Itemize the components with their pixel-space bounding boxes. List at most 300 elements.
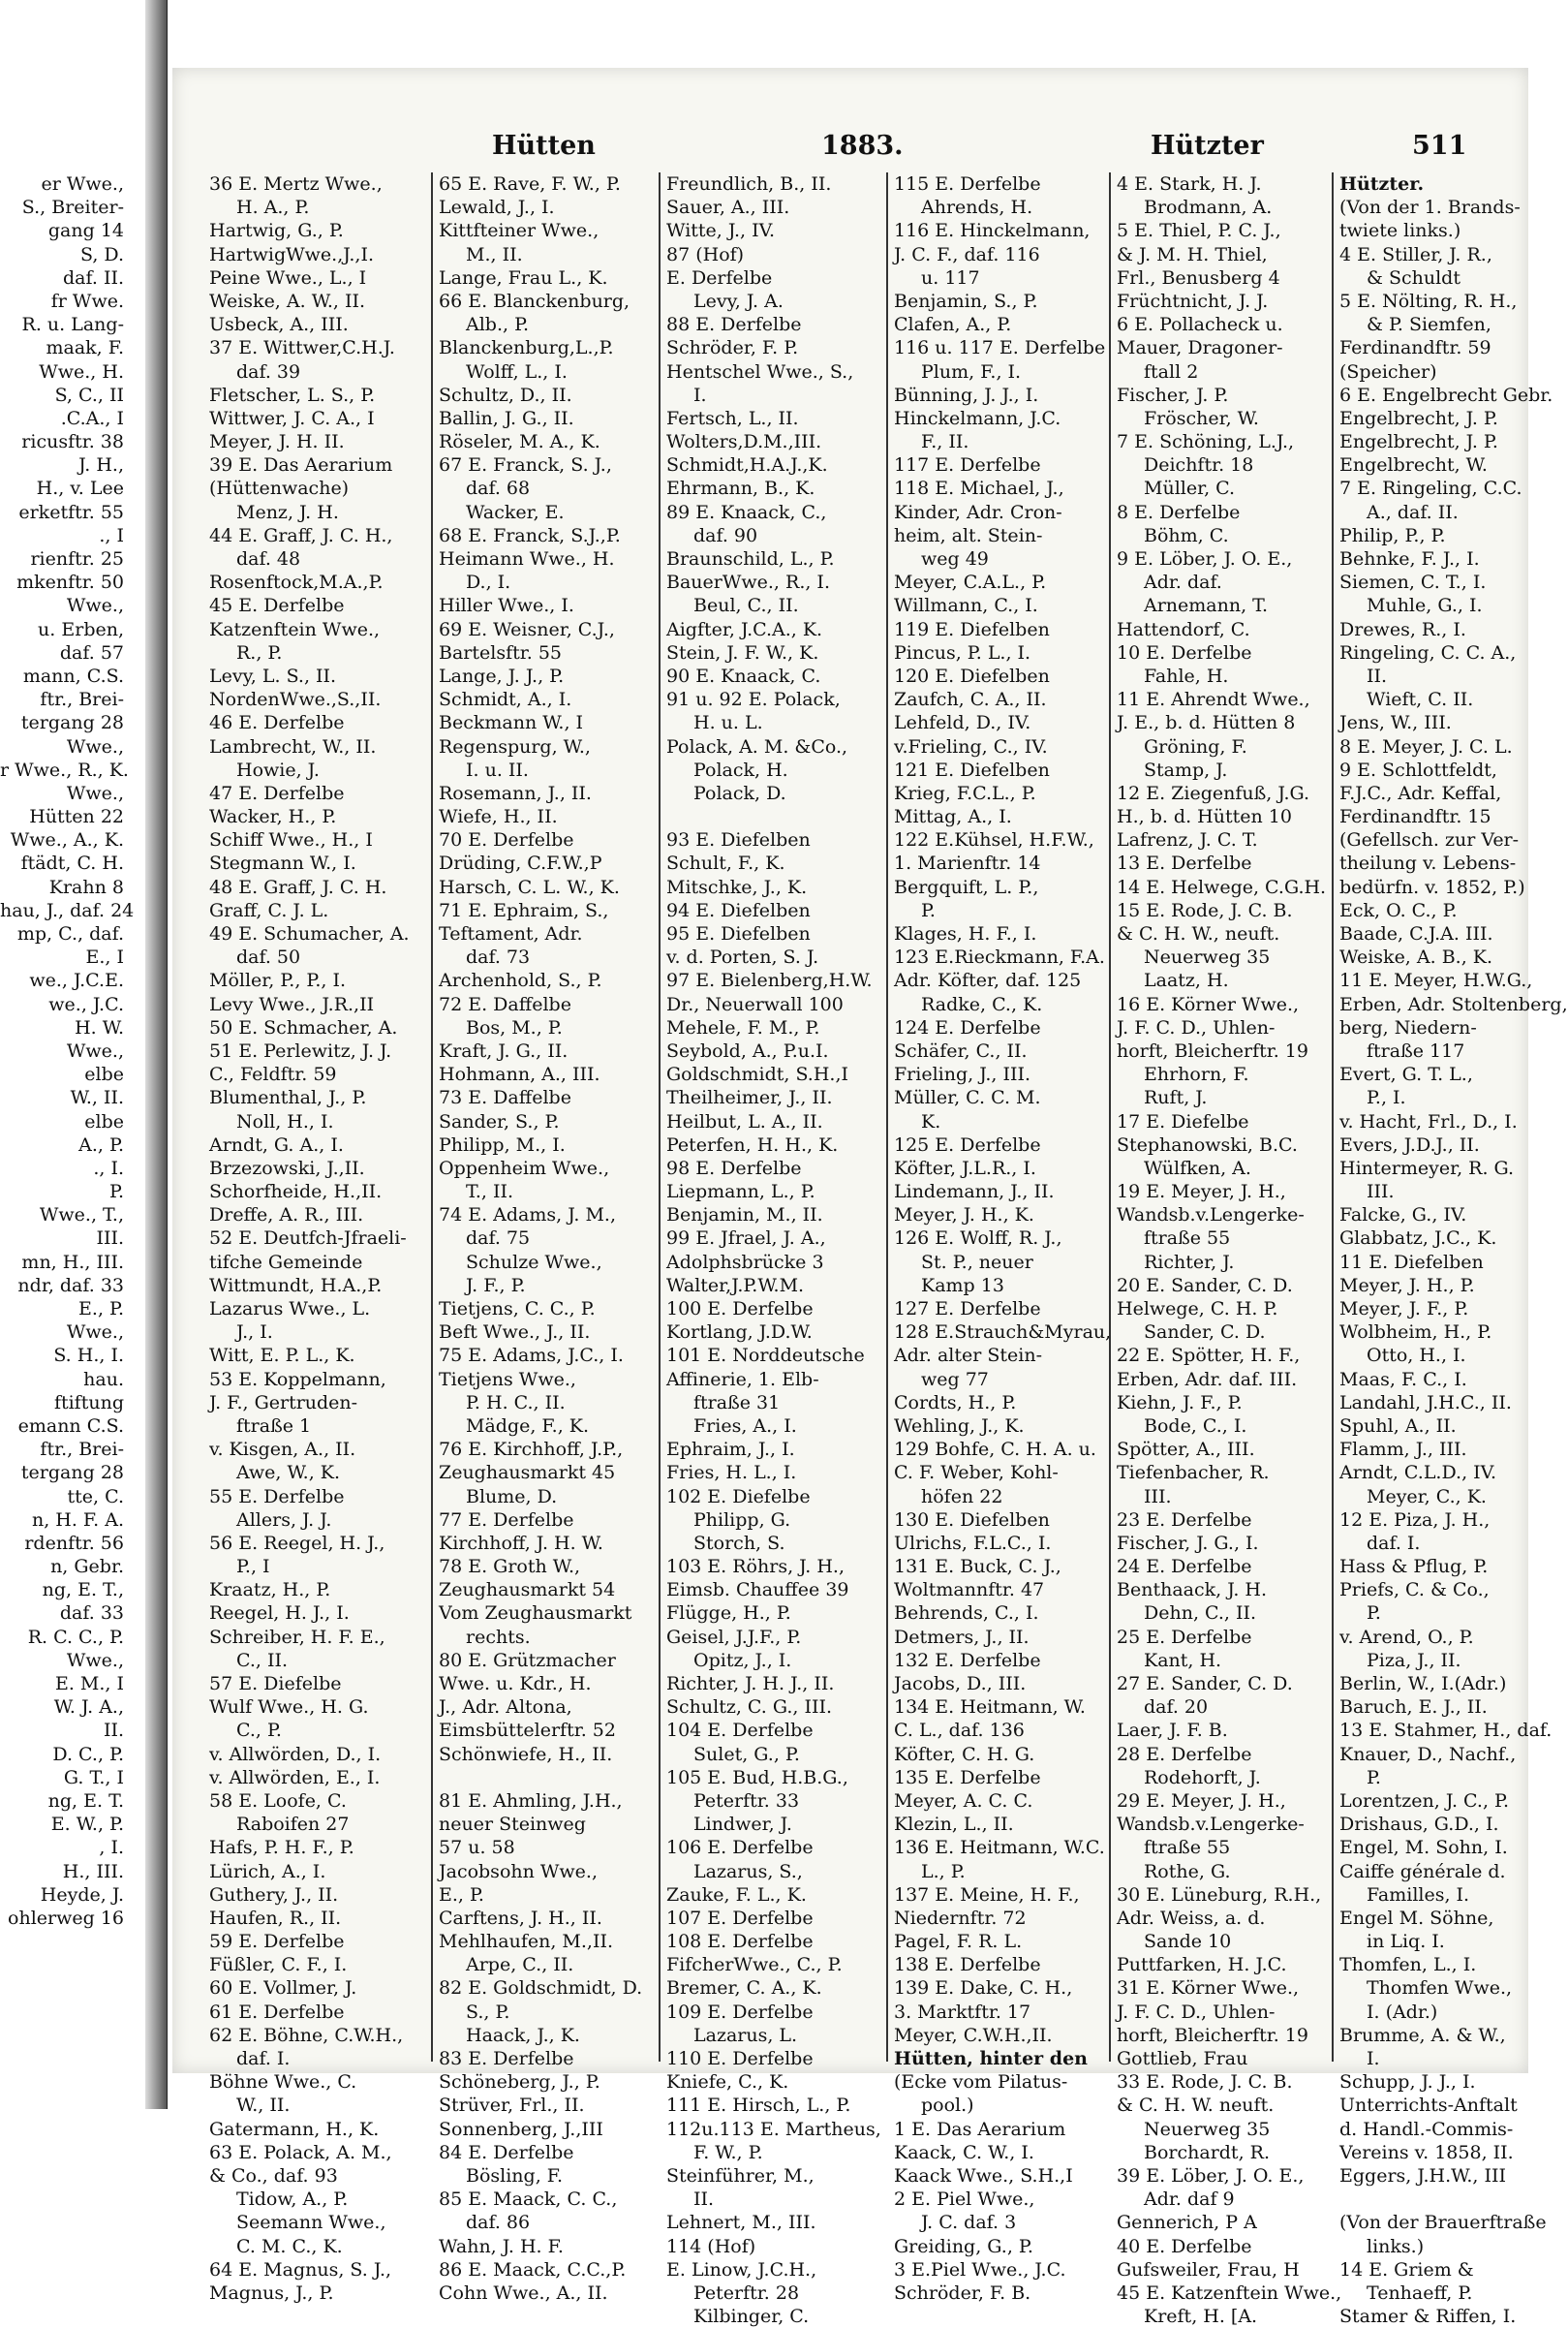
directory-entry-line: Tenhaeff, P. <box>1367 2281 1473 2304</box>
directory-entry-line: 57 u. 58 <box>439 1837 515 1859</box>
directory-entry-line: 11 E. Meyer, H.W.G., <box>1339 970 1533 992</box>
directory-entry-line: 61 E. Derfelbe <box>209 2001 345 2023</box>
directory-entry-line: Sulet, G., P. <box>693 1743 800 1765</box>
directory-entry-line: 25 E. Derfelbe <box>1117 1626 1252 1648</box>
directory-entry-line: 22 E. Spötter, H. F., <box>1117 1345 1301 1367</box>
directory-entry-line: 65 E. Rave, F. W., P. <box>439 173 621 195</box>
directory-entry-line: Ehrhorn, F. <box>1144 1064 1249 1086</box>
directory-entry-line: Lorentzen, J. C., P. <box>1339 1789 1509 1812</box>
directory-entry-line: 136 E. Heitmann, W.C. <box>894 1837 1105 1859</box>
directory-entry-line: theilung v. Lebens- <box>1339 853 1517 875</box>
directory-entry-line: 13 E. Derfelbe <box>1117 853 1252 875</box>
directory-entry-line: Mehlhaufen, M.,II. <box>439 1931 613 1953</box>
directory-entry-line: Woltmannftr. 47 <box>894 1579 1045 1601</box>
directory-entry-line: C. L., daf. 136 <box>894 1720 1025 1742</box>
directory-entry-line: Willmann, C., I. <box>894 595 1038 617</box>
directory-entry-line: 129 Bohfe, C. H. A. u. <box>894 1439 1096 1461</box>
directory-entry-line: Böhne Wwe., C. <box>209 2071 357 2094</box>
directory-entry-line: 116 E. Hinckelmann, <box>894 220 1091 242</box>
directory-entry-line: Hintermeyer, R. G. <box>1339 1157 1515 1179</box>
directory-entry-line: Levy, L. S., II. <box>209 665 337 687</box>
directory-entry-line: Philipp, M., I. <box>439 1133 566 1156</box>
adjacent-page-line: ricusftr. 38 <box>21 431 124 453</box>
adjacent-page-line: S., Breiter- <box>21 197 124 219</box>
directory-entry-line: Wehling, J., K. <box>894 1414 1025 1437</box>
directory-entry-line: Erben, Adr. Stoltenberg, <box>1339 993 1568 1015</box>
directory-entry-line: Lindwer, J. <box>693 1814 792 1836</box>
adjacent-page-line: erketftr. 55 <box>18 501 124 523</box>
directory-entry-line: Pincus, P. L., I. <box>894 641 1031 664</box>
directory-entry-line: Piza, J., II. <box>1367 1649 1461 1671</box>
directory-entry-line: 70 E. Derfelbe <box>439 829 574 852</box>
directory-entry-line: Fischer, J. G., I. <box>1117 1532 1259 1554</box>
directory-entry-line: 59 E. Derfelbe <box>209 1931 345 1953</box>
directory-entry-line: 9 E. Schlottfeldt, <box>1339 759 1497 781</box>
directory-entry-line: Kinder, Adr. Cron- <box>894 501 1062 523</box>
adjacent-page-line: S. H., I. <box>53 1345 124 1367</box>
directory-entry-line: Kraft, J. G., II. <box>439 1040 569 1062</box>
directory-entry-line: 68 E. Franck, S.J.,P. <box>439 524 621 546</box>
directory-entry-line: Levy Wwe., J.R.,II <box>209 993 375 1015</box>
directory-entry-line: 17 E. Diefelbe <box>1117 1110 1249 1133</box>
directory-entry-line: 51 E. Perlewitz, J. J. <box>209 1040 392 1062</box>
directory-entry-line: v. Allwörden, E., I. <box>209 1766 381 1788</box>
directory-entry-line: 131 E. Buck, C. J., <box>894 1556 1061 1578</box>
directory-entry-line: J., I. <box>236 1321 273 1344</box>
directory-entry-line: Cohn Wwe., A., II. <box>439 2281 608 2304</box>
adjacent-page-line: R. u. Lang- <box>21 314 124 336</box>
directory-entry-line: Engelbrecht, J. P. <box>1339 407 1498 429</box>
directory-entry-line: 56 E. Reegel, H. J., <box>209 1532 385 1554</box>
directory-entry-line: ftraße 31 <box>693 1391 781 1413</box>
directory-entry-line: Gröning, F. <box>1144 735 1247 758</box>
directory-entry-line: weg 49 <box>921 548 989 570</box>
directory-entry-line: Liepmann, L., P. <box>666 1181 815 1203</box>
directory-entry-line: 138 E. Derfelbe <box>894 1954 1041 1976</box>
directory-entry-line: Baade, C.J.A. III. <box>1339 923 1493 945</box>
directory-entry-line: Rothe, G. <box>1144 1860 1231 1882</box>
directory-entry-line: 108 E. Derfelbe <box>666 1931 814 1953</box>
directory-entry-line: Brzezowski, J.,II. <box>209 1157 365 1179</box>
directory-entry-line: 74 E. Adams, J. M., <box>439 1204 616 1226</box>
directory-entry-line: Arnemann, T. <box>1144 595 1269 617</box>
directory-entry-line: Brumme, A. & W., <box>1339 2024 1506 2046</box>
directory-entry-line: Raboifen 27 <box>236 1814 350 1836</box>
directory-entry-line: Schult, F., K. <box>666 853 785 875</box>
directory-entry-line: I. <box>1367 2048 1380 2069</box>
directory-entry-line: Zauke, F. L., K. <box>666 1883 807 1906</box>
directory-entry-line: Gatermann, H., K. <box>209 2118 380 2140</box>
directory-entry-line: Blanckenburg,L.,P. <box>439 337 614 359</box>
directory-entry-line: Philip, P., P. <box>1339 524 1446 546</box>
adjacent-page-line: Wwe., T., <box>39 1204 124 1226</box>
directory-entry-line: 101 E. Norddeutsche <box>666 1345 865 1367</box>
directory-entry-line: Carftens, J. H., II. <box>439 1907 602 1929</box>
adjacent-page-line: Wwe., H. <box>39 360 124 383</box>
directory-entry-line: J. F. C. D., Uhlen- <box>1117 1016 1276 1039</box>
directory-entry-line: Falcke, G., IV. <box>1339 1204 1467 1226</box>
directory-entry-line: Vereins v. 1858, II. <box>1339 2141 1514 2163</box>
adjacent-page-line: III. <box>96 1227 124 1250</box>
adjacent-page-line: Wwe., <box>66 595 124 617</box>
directory-entry-line: Lürich, A., I. <box>209 1860 326 1882</box>
directory-entry-line: daf. 50 <box>236 947 301 969</box>
directory-entry-line: Schorfheide, H.,II. <box>209 1181 383 1203</box>
directory-entry-line: 122 E.Kühsel, H.F.W., <box>894 829 1094 852</box>
directory-entry-line: Schulze Wwe., <box>466 1251 602 1273</box>
directory-entry-line: v. Arend, O., P. <box>1339 1626 1474 1648</box>
directory-entry-line: Borchardt, R. <box>1144 2141 1270 2163</box>
directory-entry-line: 39 E. Löber, J. O. E., <box>1117 2164 1305 2187</box>
directory-entry-line: pool.) <box>921 2095 974 2117</box>
directory-entry-line: Awe, W., K. <box>236 1462 341 1484</box>
directory-entry-line: Hattendorf, C. <box>1117 618 1250 640</box>
directory-entry-line: höfen 22 <box>921 1485 1003 1507</box>
directory-entry-line: Guthery, J., II. <box>209 1883 339 1906</box>
directory-entry-line: Sander, C. D. <box>1144 1321 1266 1344</box>
directory-entry-line: in Liq. I. <box>1367 1931 1445 1953</box>
directory-entry-line: Alb., P. <box>466 314 530 336</box>
directory-entry-line: Adr. Köfter, daf. 125 <box>894 970 1082 992</box>
directory-entry-line: Berlin, W., I.(Adr.) <box>1339 1673 1507 1694</box>
adjacent-page-line: u. Erben, <box>38 618 124 640</box>
directory-entry-line: 88 E. Derfelbe <box>666 314 802 336</box>
directory-entry-line: daf. 48 <box>236 548 301 570</box>
directory-entry-line: Dreffe, A. R., III. <box>209 1204 364 1226</box>
directory-entry-line: Kraatz, H., P. <box>209 1579 331 1601</box>
directory-entry-line: Wolters,D.M.,III. <box>666 431 822 453</box>
directory-entry-line: Storch, S. <box>693 1532 785 1554</box>
directory-entry-line: Graff, C. J. L. <box>209 899 329 921</box>
adjacent-page-line: W. J. A., <box>53 1696 124 1719</box>
directory-entry-line: Beckmann W., I <box>439 712 584 734</box>
directory-entry-line: Lewald, J., I. <box>439 197 555 219</box>
directory-entry-line: Philipp, G. <box>693 1508 791 1531</box>
directory-entry-line: Oppenheim Wwe., <box>439 1157 610 1179</box>
adjacent-page-line: Hütten 22 <box>29 806 124 828</box>
directory-entry-line: 57 E. Diefelbe <box>209 1673 342 1694</box>
directory-entry-line: Hartwig, G., P. <box>209 220 344 242</box>
directory-entry-line: ftraße 1 <box>236 1414 312 1437</box>
directory-entry-line: 3 E.Piel Wwe., J.C. <box>894 2258 1066 2281</box>
directory-entry-line: 24 E. Derfelbe <box>1117 1556 1252 1578</box>
directory-entry-line: Wittmundt, H.A.,P. <box>209 1274 383 1296</box>
directory-entry-line: Gufsweiler, Frau, H <box>1117 2258 1300 2281</box>
directory-entry-line: berg, Niedern- <box>1339 1016 1477 1039</box>
directory-entry-line: Wieft, C. II. <box>1367 689 1474 711</box>
directory-entry-line: Kiehn, J. F., P. <box>1117 1391 1243 1413</box>
directory-entry-line: Polack, H. <box>693 759 788 781</box>
directory-entry-line: 63 E. Polack, A. M., <box>209 2141 392 2163</box>
directory-entry-line: Zaufch, C. A., II. <box>894 689 1047 711</box>
directory-entry-line: E., P. <box>439 1883 484 1906</box>
directory-entry-line: Weiske, A. W., II. <box>209 290 366 312</box>
directory-entry-line: 78 E. Groth W., <box>439 1556 581 1578</box>
directory-entry-line: Blume, D. <box>466 1485 558 1507</box>
directory-entry-line: 84 E. Derfelbe <box>439 2141 574 2163</box>
directory-entry-line: 93 E. Diefelben <box>666 829 811 852</box>
directory-entry-line: 46 E. Derfelbe <box>209 712 345 734</box>
directory-entry-line: 14 E. Helwege, C.G.H. <box>1117 876 1327 898</box>
directory-entry-line: d. Handl.-Commis- <box>1339 2118 1514 2140</box>
directory-entry-line: Wülfken, A. <box>1144 1157 1251 1179</box>
adjacent-page-line: ftr., Brei- <box>40 689 124 711</box>
directory-entry-line: 7 E. Schöning, L.J., <box>1117 431 1295 453</box>
directory-entry-line: Benjamin, M., II. <box>666 1204 823 1226</box>
directory-entry-line: Wolff, L., I. <box>466 360 568 383</box>
directory-entry-line: daf. 39 <box>236 360 301 383</box>
directory-entry-line: Stamp, J. <box>1144 759 1228 781</box>
directory-entry-line: Stegmann W., I. <box>209 853 356 875</box>
directory-entry-line: Eimsbüttelerftr. 52 <box>439 1720 616 1742</box>
directory-entry-line: Eck, O. C., P. <box>1339 899 1458 921</box>
adjacent-page-line: tergang 28 <box>20 1462 124 1484</box>
directory-entry-line: 118 E. Michael, J., <box>894 478 1064 500</box>
directory-entry-line: 31 E. Körner Wwe., <box>1117 1977 1300 2000</box>
directory-entry-line: 13 E. Stahmer, H., daf. <box>1339 1720 1553 1742</box>
directory-entry-line: Lambrecht, W., II. <box>209 735 377 758</box>
adjacent-page-line: ndr, daf. 33 <box>17 1274 124 1296</box>
directory-entry-line: Aigfter, J.C.A., K. <box>666 618 823 640</box>
directory-entry-line: Brodmann, A. <box>1144 197 1273 219</box>
directory-entry-line: 12 E. Ziegenfuß, J.G. <box>1117 782 1310 804</box>
directory-entry-line: Dehn, C., II. <box>1144 1602 1257 1625</box>
adjacent-page-line: Wwe., <box>66 1649 124 1671</box>
directory-entry-line: T., II. <box>466 1181 514 1203</box>
directory-entry-line: 123 E.Rieckmann, F.A. <box>894 947 1105 969</box>
directory-entry-line: Sonnenberg, J.,III <box>439 2118 603 2140</box>
directory-entry-line: (Gefellsch. zur Ver- <box>1339 829 1520 852</box>
adjacent-page-line: Wwe., <box>66 735 124 758</box>
directory-entry-line: Rosenftock,M.A.,P. <box>209 572 384 594</box>
directory-entry-line: Kittfteiner Wwe., <box>439 220 600 242</box>
directory-entry-line: Unterrichts-Anftalt <box>1339 2095 1518 2117</box>
directory-entry-line: 30 E. Lüneburg, R.H., <box>1117 1883 1322 1906</box>
directory-entry-line: Priefs, C. & Co., <box>1339 1579 1490 1601</box>
directory-entry-line: HartwigWwe.,J.,I. <box>209 243 374 265</box>
directory-entry-line: Haufen, R., II. <box>209 1907 342 1929</box>
directory-entry-line: 103 E. Röhrs, J. H., <box>666 1556 845 1578</box>
directory-entry-line: 2 E. Piel Wwe., <box>894 2188 1035 2211</box>
directory-entry-line: Bergquift, L. P., <box>894 876 1039 898</box>
directory-entry-line: 106 E. Derfelbe <box>666 1837 814 1859</box>
adjacent-page-line: A., P. <box>78 1133 124 1156</box>
directory-entry-line: 100 E. Derfelbe <box>666 1298 814 1319</box>
directory-entry-line: 69 E. Weisner, C.J., <box>439 618 615 640</box>
adjacent-page-line: E., P. <box>78 1298 124 1319</box>
directory-entry-line: Ehrmann, B., K. <box>666 478 815 500</box>
directory-entry-line: 139 E. Dake, C. H., <box>894 1977 1073 2000</box>
directory-entry-line: Meyer, C., K. <box>1367 1485 1487 1507</box>
directory-entry-line: Peine Wwe., L., I <box>209 266 367 289</box>
directory-entry-line: 80 E. Grützmacher <box>439 1649 616 1671</box>
directory-entry-line: Mädge, F., K. <box>466 1414 590 1437</box>
directory-column-5 <box>1109 172 1342 2328</box>
adjacent-page-line: Wwe., <box>66 1321 124 1344</box>
directory-entry-line: Fischer, J. P. <box>1117 384 1229 406</box>
directory-entry-line: Lafrenz, J. C. T. <box>1117 829 1258 852</box>
directory-entry-line: I. (Adr.) <box>1367 2001 1438 2023</box>
directory-entry-line: Muhle, G., I. <box>1367 595 1483 617</box>
directory-entry-line: 89 E. Knaack, C., <box>666 501 827 523</box>
directory-entry-line: Adolphsbrücke 3 <box>666 1251 824 1273</box>
directory-entry-line: Drüding, C.F.W.,P <box>439 853 602 875</box>
directory-entry-line: 126 E. Wolff, R. J., <box>894 1227 1062 1250</box>
directory-entry-line: Sande 10 <box>1144 1931 1232 1953</box>
directory-entry-line: Engel M. Söhne, <box>1339 1907 1494 1929</box>
directory-entry-line: 16 E. Körner Wwe., <box>1117 993 1300 1015</box>
directory-entry-line: Plum, F., I. <box>921 360 1022 383</box>
directory-entry-line: Puttfarken, H. J.C. <box>1117 1954 1287 1976</box>
directory-entry-line: 62 E. Böhne, C.W.H., <box>209 2024 404 2046</box>
directory-entry-line: 8 E. Derfelbe <box>1117 501 1241 523</box>
adjacent-page-line: .C.A., I <box>60 407 124 429</box>
directory-entry-line: Schupp, J. J., I. <box>1339 2071 1476 2094</box>
directory-entry-line: 121 E. Diefelben <box>894 759 1050 781</box>
directory-entry-line: Ahrends, H. <box>921 197 1033 219</box>
directory-entry-line: Lindemann, J., II. <box>894 1181 1055 1203</box>
directory-entry-line: Peterftr. 28 <box>693 2281 800 2304</box>
directory-entry-line: Fries, A., I. <box>693 1414 797 1437</box>
directory-entry-line: Hentschel Wwe., S., <box>666 360 854 383</box>
directory-entry-line: daf. 90 <box>693 524 758 546</box>
directory-entry-line: Wandsb.v.Lengerke- <box>1117 1204 1305 1226</box>
directory-entry-line: H. u. L. <box>693 712 763 734</box>
directory-entry-line: Adr. Weiss, a. d. <box>1117 1907 1266 1929</box>
directory-entry-line: Schröder, F. P. <box>666 337 799 359</box>
directory-entry-line: S., P. <box>466 2001 510 2023</box>
directory-entry-line: Rosemann, J., II. <box>439 782 592 804</box>
directory-entry-line: 85 E. Maack, C. C., <box>439 2188 618 2211</box>
directory-entry-line: Mehele, F. M., P. <box>666 1016 820 1039</box>
directory-entry-line: E. Linow, J.C.H., <box>666 2258 817 2281</box>
directory-entry-line: 49 E. Schumacher, A. <box>209 923 410 945</box>
directory-entry-line: Steinführer, M., <box>666 2164 815 2187</box>
directory-entry-line: Geisel, J.J.F., P. <box>666 1626 802 1648</box>
directory-entry-line: Köfter, J.L.R., I. <box>894 1157 1036 1179</box>
directory-entry-line: v.Frieling, C., IV. <box>894 735 1048 758</box>
directory-entry-line: Pagel, F. R. L. <box>894 1931 1023 1953</box>
book-gutter-shadow <box>145 0 167 2109</box>
adjacent-page-line: fr Wwe. <box>50 290 124 312</box>
directory-entry-line: Lazarus, L. <box>693 2024 798 2046</box>
directory-entry-line: Allers, J. J. <box>236 1508 332 1531</box>
adjacent-page-line: ftiftung <box>53 1391 124 1413</box>
directory-entry-line: BauerWwe., R., I. <box>666 572 830 594</box>
directory-column-6 <box>1332 172 1568 2328</box>
adjacent-page-text <box>0 172 145 1930</box>
directory-entry-line: Wolbheim, H., P. <box>1339 1321 1492 1344</box>
directory-entry-line: Engelbrecht, J. P. <box>1339 431 1498 453</box>
adjacent-page-line: E., I <box>85 947 124 969</box>
directory-entry-line: links.) <box>1367 2235 1425 2257</box>
directory-entry-line: Zeughausmarkt 45 <box>439 1462 616 1484</box>
adjacent-page-line: W., II. <box>70 1087 124 1109</box>
directory-entry-line: daf. I. <box>236 2048 291 2069</box>
directory-entry-line: Benjamin, S., P. <box>894 290 1038 312</box>
directory-entry-line: 1. Marienftr. 14 <box>894 853 1041 875</box>
directory-entry-line: 52 E. Deutfch-Jfraeli- <box>209 1227 407 1250</box>
directory-entry-line: Fahle, H. <box>1144 665 1229 687</box>
directory-entry-line: Köfter, C. H. G. <box>894 1743 1035 1765</box>
directory-entry-line: Witt, E. P. L., K. <box>209 1345 355 1367</box>
directory-entry-line: & C. H. W. neuft. <box>1117 2095 1275 2117</box>
directory-entry-line: 137 E. Meine, H. F., <box>894 1883 1080 1906</box>
directory-entry-line: Clafen, A., P. <box>894 314 1012 336</box>
directory-entry-line: Meyer, J. F., P. <box>1339 1298 1469 1319</box>
directory-entry-line: F.J.C., Adr. Keffal, <box>1339 782 1502 804</box>
directory-entry-line: Adr. daf. <box>1144 572 1222 594</box>
directory-entry-line: 23 E. Derfelbe <box>1117 1508 1252 1531</box>
directory-entry-line: 116 u. 117 E. Derfelbe <box>894 337 1106 359</box>
directory-entry-line: Klezin, L., II. <box>894 1814 1014 1836</box>
directory-entry-line: 11 E. Ahrendt Wwe., <box>1117 689 1310 711</box>
adjacent-page-line: Heyde, J. <box>40 1883 124 1906</box>
directory-entry-line: Kant, H. <box>1144 1649 1222 1671</box>
directory-entry-line: Niedernftr. 72 <box>894 1907 1027 1929</box>
directory-entry-line: Böhm, C. <box>1144 524 1229 546</box>
directory-entry-line: Tietjens Wwe., <box>439 1368 576 1390</box>
directory-entry-line: 58 E. Loofe, C. <box>209 1789 347 1812</box>
directory-entry-line: P., I <box>236 1556 270 1578</box>
directory-entry-line: NordenWwe.,S.,II. <box>209 689 382 711</box>
directory-entry-line: 87 (Hof) <box>666 243 745 265</box>
adjacent-page-line: ng, E. T. <box>47 1789 124 1812</box>
directory-entry-line: 44 E. Graff, J. C. H., <box>209 524 393 546</box>
adjacent-page-line: Wwe., <box>66 782 124 804</box>
directory-entry-line: E. Derfelbe <box>666 266 773 289</box>
directory-entry-line: H. A., P. <box>236 197 310 219</box>
adjacent-page-line: mann, C.S. <box>22 665 124 687</box>
directory-entry-line: 77 E. Derfelbe <box>439 1508 574 1531</box>
directory-entry-line: 28 E. Derfelbe <box>1117 1743 1252 1765</box>
directory-entry-line: Schröder, F. B. <box>894 2281 1031 2304</box>
directory-entry-line: Richter, J. <box>1144 1251 1235 1273</box>
directory-entry-line: Zeughausmarkt 54 <box>439 1579 616 1601</box>
directory-entry-line: 7 E. Ringeling, C.C. <box>1339 478 1522 500</box>
adjacent-page-line: Wwe., A., K. <box>10 829 124 852</box>
adjacent-page-line: mp, C., daf. <box>16 923 124 945</box>
directory-entry-line: Knauer, D., Nachf., <box>1339 1743 1517 1765</box>
directory-entry-line: Lazarus, S., <box>693 1860 803 1882</box>
directory-entry-line: P., I. <box>1367 1087 1406 1109</box>
directory-entry-line: Drishaus, G.D., I. <box>1339 1814 1499 1836</box>
directory-entry-line: Wiefe, H., II. <box>439 806 558 828</box>
adjacent-page-line: II. <box>103 1720 124 1742</box>
directory-entry-line: 6 E. Pollacheck u. <box>1117 314 1283 336</box>
directory-entry-line: Neuerweg 35 <box>1144 947 1271 969</box>
directory-entry-line: Heimann Wwe., H. <box>439 548 615 570</box>
directory-entry-line: Klages, H. F., I. <box>894 923 1037 945</box>
directory-entry-line: Schöneberg, J., P. <box>439 2071 600 2094</box>
directory-entry-line: Reegel, H. J., I. <box>209 1602 350 1625</box>
directory-entry-line: 10 E. Derfelbe <box>1117 641 1252 664</box>
directory-entry-line: Usbeck, A., III. <box>209 314 349 336</box>
adjacent-page-line: mkenftr. 50 <box>16 572 124 594</box>
directory-entry-line: FifcherWwe., C., P. <box>666 1954 843 1976</box>
directory-entry-line: 91 u. 92 E. Polack, <box>666 689 841 711</box>
directory-entry-line: 53 E. Koppelmann, <box>209 1368 386 1390</box>
directory-entry-line: Stein, J. F. W., K. <box>666 641 819 664</box>
directory-entry-line: 128 E.Strauch&Myrau, <box>894 1321 1112 1344</box>
directory-entry-line: M., II. <box>466 243 523 265</box>
directory-entry-line: 67 E. Franck, S. J., <box>439 454 612 477</box>
adjacent-page-line: maak, F. <box>46 337 124 359</box>
directory-entry-line: Kortlang, J.D.W. <box>666 1321 813 1344</box>
directory-entry-line <box>1339 2188 1528 2211</box>
directory-entry-line: 9 E. Löber, J. O. E., <box>1117 548 1293 570</box>
directory-entry-line: bedürfn. v. 1852, P.) <box>1339 876 1525 898</box>
